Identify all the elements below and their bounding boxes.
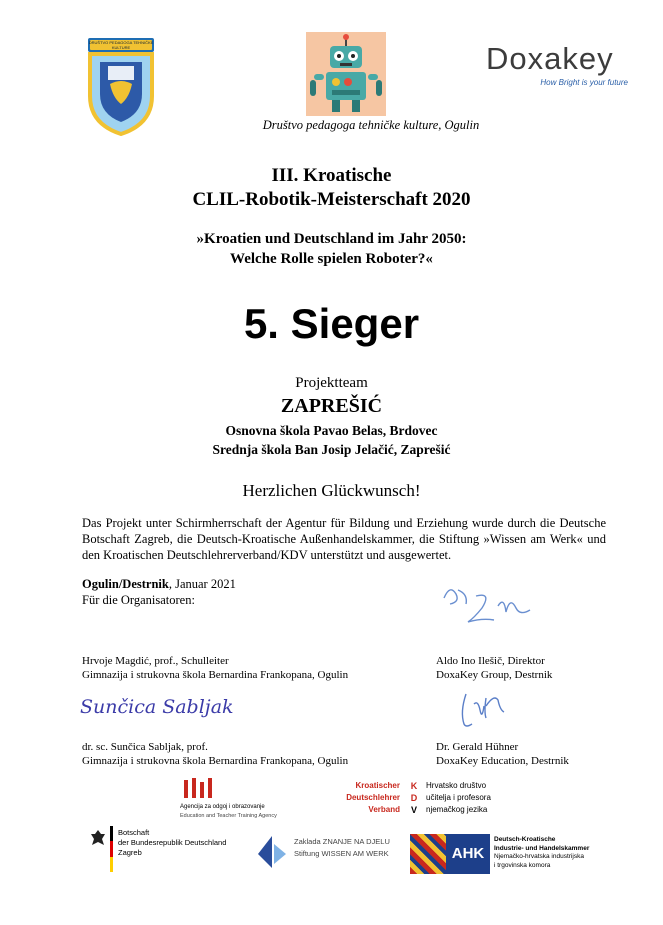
doxakey-brand: Doxakey (486, 41, 614, 76)
signature-sabljak: Sunčica Sabljak (80, 696, 234, 718)
body-text: Das Projekt unter Schirmherrschaft der Agentur für Bildung und Erziehung wurde durch die Deutsche Botschaft Zagreb, die Deutsch-Kroatische Außenhandelskammer, die Stiftung »Wissen am Werk« und den Kroatischen Deutschlehrerverband/KDV unterstützt und ausgewertet. (82, 516, 606, 562)
embassy3: Zagreb (118, 848, 142, 857)
place: Ogulin/Destrnik (82, 577, 169, 591)
sig-right-top-name: Aldo Ino Ilešič, Direktor (436, 655, 545, 667)
kdv-logo (340, 780, 510, 824)
wissen-mark-icon (256, 834, 290, 870)
title-line1: III. Kroatische (271, 165, 392, 186)
german-flag-icon (110, 826, 113, 872)
sig-right-top-org: DoxaKey Group, Destrnik (436, 669, 553, 681)
place-date (82, 577, 236, 592)
sig-left-top-org: Gimnazija i strukovna škola Bernardina Frankopana, Ogulin (82, 669, 349, 681)
embassy2: der Bundesrepublik Deutschland (118, 838, 227, 847)
sig-right-bottom-name: Dr. Gerald Hühner (436, 741, 519, 753)
ahk2: Industrie- und Handelskammer (494, 844, 590, 852)
ahk4: i trgovinska komora (494, 861, 551, 869)
ahk1: Deutsch-Kroatische (494, 836, 556, 843)
doxakey-tagline: How Bright is your future (540, 78, 628, 87)
eagle-icon (90, 828, 106, 850)
team-label: Projektteam (295, 375, 368, 391)
doxakey-logo (486, 42, 636, 87)
azoo-mark-icon (182, 776, 214, 800)
sig-left-bottom-name: dr. sc. Sunčica Sabljak, prof. (82, 741, 208, 753)
school-crest-logo (84, 36, 158, 136)
ahk-flag-icon (410, 834, 446, 874)
title-line2: CLIL-Robotik-Meisterschaft 2020 (192, 189, 471, 210)
organizers-label: Für die Organisatoren: (82, 593, 195, 607)
signature-ilesic (436, 576, 546, 636)
crest-motto: DRUŠTVO PEDAGOGA TEHNIČKE KULTURE (88, 40, 154, 50)
date: , Januar 2021 (168, 577, 236, 591)
kdv-d: D (410, 793, 418, 803)
wissen-logo (256, 830, 406, 874)
embassy-logo (90, 826, 240, 876)
sig-right-bottom-org: DoxaKey Education, Destrnik (436, 755, 569, 767)
society-name: Društvo pedagoga tehničke kulture, Ogulin (262, 118, 480, 132)
signature-huehner (456, 688, 516, 732)
school1: Osnovna škola Pavao Belas, Brdovec (225, 423, 438, 438)
team-name: ZAPREŠIĆ (280, 395, 383, 417)
kdv-k: K (410, 781, 418, 791)
kdv-hr3: njemačkog jezika (426, 805, 488, 814)
ahk3: Njemačko-hrvatska industrijska (494, 853, 584, 860)
kdv-de1: Kroatischer (355, 781, 400, 790)
kdv-hr2: učitelja i profesora (426, 793, 491, 802)
azoo-line2: Education and Teacher Training Agency (180, 813, 277, 819)
kdv-de2: Deutschlehrer (346, 793, 400, 802)
sig-left-top-name: Hrvoje Magdić, prof., Schulleiter (82, 655, 229, 667)
azoo-logo (180, 774, 306, 822)
wissen2: Stiftung WISSEN AM WERK (294, 849, 389, 858)
congratulations: Herzlichen Glückwunsch! (242, 481, 421, 500)
embassy1: Botschaft (118, 828, 150, 837)
school2: Srednja škola Ban Josip Jelačić, Zaprešić (212, 442, 451, 457)
subtitle-line1: »Kroatien und Deutschland im Jahr 2050: (196, 231, 467, 247)
kdv-de3: Verband (368, 805, 400, 814)
kdv-hr1: Hrvatsko društvo (426, 781, 487, 790)
subtitle-line2: Welche Rolle spielen Roboter?« (230, 251, 433, 267)
kdv-v: V (410, 805, 417, 815)
award-rank: 5. Sieger (243, 300, 420, 347)
ahk-logo (410, 832, 600, 876)
robot-logo (306, 32, 386, 116)
sig-left-bottom-org: Gimnazija i strukovna škola Bernardina Frankopana, Ogulin (82, 755, 349, 767)
ahk-label: AHK (446, 834, 490, 874)
wissen1: Zaklada ZNANJE NA DJELU (294, 837, 390, 846)
azoo-line1: Agencija za odgoj i obrazovanje (180, 804, 265, 810)
